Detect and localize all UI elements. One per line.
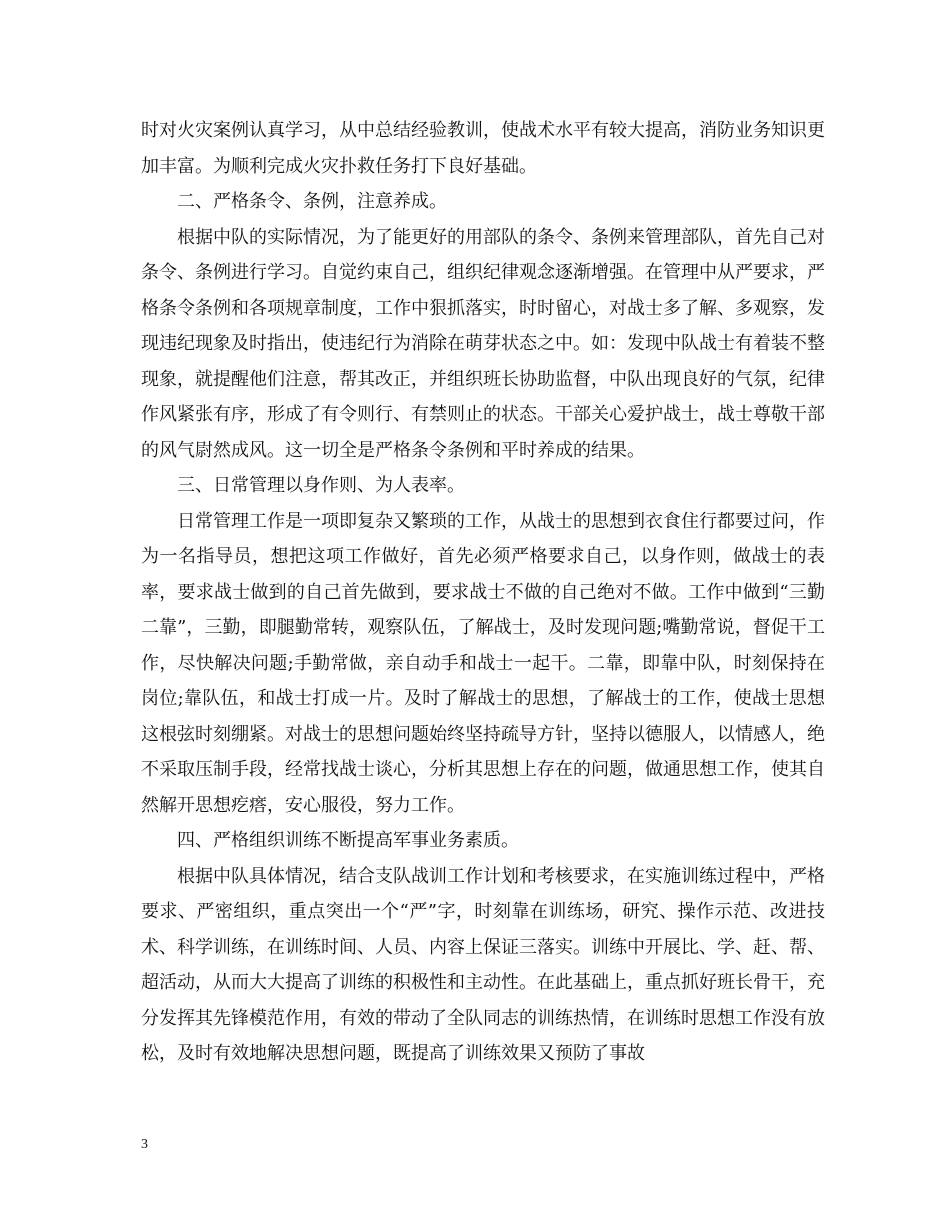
paragraph-1: 时对火灾案例认真学习，从中总结经验教训，使战术水平有较大提高，消防业务知识更加丰富。为顺利完成火灾扑救任务打下良好基础。	[141, 120, 825, 177]
paragraph-3: 根据中队的实际情况，为了能更好的用部队的条令、条例来管理部队，首先自己对条令、条例进行学习。自觉约束自己，组织纪律观念逐渐增强。在管理中从严要求，严格条令条例和各项规章制度，工作中狠抓落实，时时留心，对战士多了解、多观察，发现违纪现象及时指出，使违纪行为消除在萌芽状态之中。如：发现中队战士有着装不整现象，就提醒他们注意，帮其改正，并组织班长协助监督，中队出现良好的气氛，纪律作风紧张有序，形成了有令则行、有禁则止的状态。干部关心爱护战士，战士尊敬干部的风气尉然成风。这一切全是严格条令条例和平时养成的结果。	[141, 226, 825, 461]
paragraph-7: 根据中队具体情况，结合支队战训工作计划和考核要求，在实施训练过程中，严格要求、严密组织，重点突出一个“严”字，时刻靠在训练场，研究、操作示范、改进技术、科学训练，在训练时间、人员、内容上保证三落实。训练中开展比、学、赶、帮、超活动，从而大大提高了训练的积极性和主动性。在此基础上，重点抓好班长骨干，充分发挥其先锋模范作用，有效的带动了全队同志的训练热情，在训练时思想工作没有放松，及时有效地解决思想问题，既提高了训练效果又预防了事故	[141, 865, 825, 1064]
page-number: 3	[141, 1137, 148, 1152]
document-body	[141, 113, 825, 1072]
paragraph-5: 日常管理工作是一项即复杂又繁琐的工作，从战士的思想到衣食住行都要过问，作为一名指导员，想把这项工作做好，首先必须严格要求自己，以身作则，做战士的表率，要求战士做到的自己首先做到，要求战士不做的自己绝对不做。工作中做到“三勤二靠”，三勤，即腿勤常转，观察队伍，了解战士，及时发现问题;嘴勤常说，督促干工作，尽快解决问题;手勤常做，亲自动手和战士一起干。二靠，即靠中队，时刻保持在岗位;靠队伍，和战士打成一片。及时了解战士的思想，了解战士的工作，使战士思想这根弦时刻绷紧。对战士的思想问题始终坚持疏导方针，坚持以德服人，以情感人，绝不采取压制手段，经常找战士谈心，分析其思想上存在的问题，做通思想工作，使其自然解开思想疙瘩，安心服役，努力工作。	[141, 510, 825, 816]
section-heading-2: 二、严格条令、条例，注意养成。	[177, 191, 447, 212]
section-heading-6: 四、严格组织训练不断提高军事业务素质。	[177, 830, 519, 851]
section-heading-4: 三、日常管理以身作则、为人表率。	[177, 475, 465, 496]
